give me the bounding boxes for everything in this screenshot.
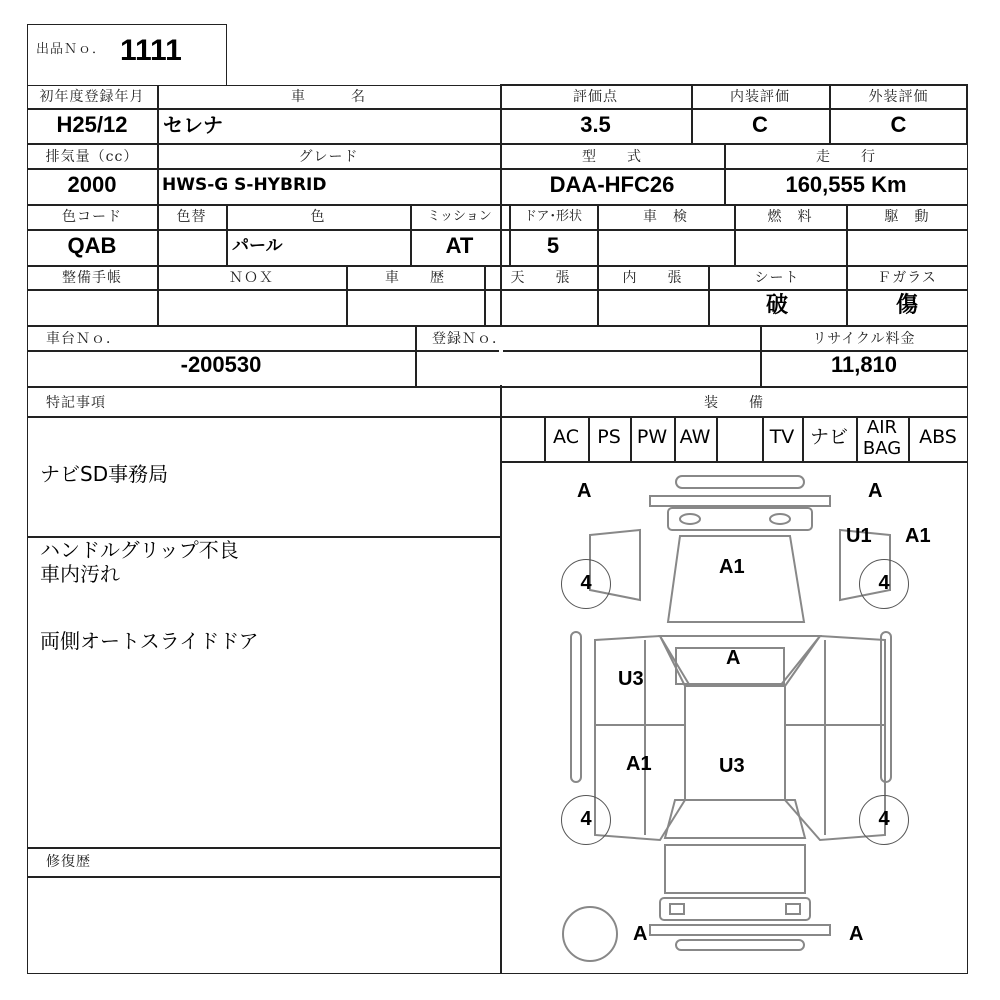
repair-label: 修復歴 (46, 854, 91, 870)
maintenance-label: 整備手帳 (62, 270, 122, 286)
interior-trim-label: 内 張 (622, 270, 683, 286)
seat-label: シート (754, 270, 800, 286)
equip-pw: PW (636, 426, 668, 448)
reg-no-label: 登録Ｎｏ． (432, 331, 507, 347)
mark-front-left: A (577, 480, 592, 502)
exterior-value: C (890, 112, 907, 137)
equip-abs: ABS (919, 426, 957, 448)
door-label: ドア･形状 (523, 209, 583, 224)
door-value: 5 (546, 233, 560, 258)
mission-label: ミッション (427, 209, 492, 224)
tire-front-left: 4 (561, 559, 611, 609)
first-reg-label: 初年度登録年月 (39, 89, 145, 105)
roof-label: 天 張 (510, 270, 571, 286)
score-label: 評価点 (573, 89, 618, 105)
equipment-label: 装 備 (704, 395, 764, 411)
equip-ps: PS (597, 426, 621, 448)
mark-hood: A1 (719, 556, 745, 578)
seat-value: 破 (765, 293, 788, 318)
notes-label: 特記事項 (46, 395, 106, 411)
equip-navi: ナビ (809, 426, 848, 448)
equip-airbag: AIR BAG (862, 417, 902, 459)
mark-windshield: A (726, 647, 741, 669)
displacement-label: 排気量（cc） (45, 149, 139, 165)
glass-value: 傷 (895, 293, 918, 318)
interior-label: 内装評価 (730, 89, 790, 105)
mark-a1-right: A1 (905, 525, 931, 547)
tire-front-right: 4 (859, 559, 909, 609)
mark-left-rear-door: A1 (626, 753, 652, 775)
history-label: 車 歴 (385, 270, 445, 286)
car-name-label: 車 名 (291, 89, 366, 105)
mission-value: AT (445, 233, 474, 258)
nox-label: ＮＯＸ (229, 270, 274, 286)
car-name-value: セレナ (163, 113, 223, 137)
mark-left-front-door: U3 (618, 668, 644, 690)
model-label: 型 式 (582, 149, 642, 165)
lot-number: 1111 (120, 34, 182, 67)
mark-rear-right: A (849, 923, 864, 945)
color-code-label: 色コード (62, 209, 122, 225)
inspection-label: 車 検 (643, 209, 688, 225)
lot-label: 出品Ｎｏ． (36, 42, 107, 57)
car-diagram (501, 462, 967, 973)
mark-u1: U1 (846, 525, 872, 547)
note-line-3: 両側オートスライドドア (40, 629, 259, 653)
color-value: パール (232, 236, 283, 256)
color-change-label: 色替 (176, 209, 207, 225)
tire-rear-right: 4 (859, 795, 909, 845)
color-label: 色 (310, 209, 326, 225)
glass-label: Ｆガラス (877, 270, 937, 286)
equip-aw: AW (679, 426, 711, 448)
recycle-value: 11,810 (830, 352, 898, 377)
color-code-value: QAB (67, 233, 117, 258)
equip-ac: AC (553, 426, 579, 448)
mark-rear-left: A (633, 923, 648, 945)
chassis-value: -200530 (180, 352, 262, 377)
mileage-label: 走 行 (816, 149, 876, 165)
recycle-label: リサイクル料金 (812, 331, 916, 347)
mileage-value: 160,555 Km (785, 172, 907, 197)
equip-tv: TV (769, 426, 795, 448)
displacement-value: 2000 (67, 172, 117, 197)
grade-value: HWS-G S-HYBRID (162, 175, 327, 195)
note-line-1: ナビSD事務局 (40, 462, 169, 486)
drive-label: 駆 動 (884, 209, 930, 225)
grade-label: グレード (298, 149, 359, 165)
tire-rear-left: 4 (561, 795, 611, 845)
fuel-label: 燃 料 (767, 209, 813, 225)
mark-front-right: A (868, 480, 883, 502)
mark-roof: U3 (719, 755, 745, 777)
exterior-label: 外装評価 (868, 89, 929, 105)
score-value: 3.5 (580, 112, 611, 137)
note-line-2: ハンドルグリップ不良 車内汚れ (40, 538, 239, 586)
interior-value: C (752, 112, 768, 137)
model-value: DAA-HFC26 (549, 172, 675, 197)
first-reg-value: H25/12 (56, 112, 128, 137)
chassis-label: 車台Ｎｏ． (46, 331, 121, 347)
